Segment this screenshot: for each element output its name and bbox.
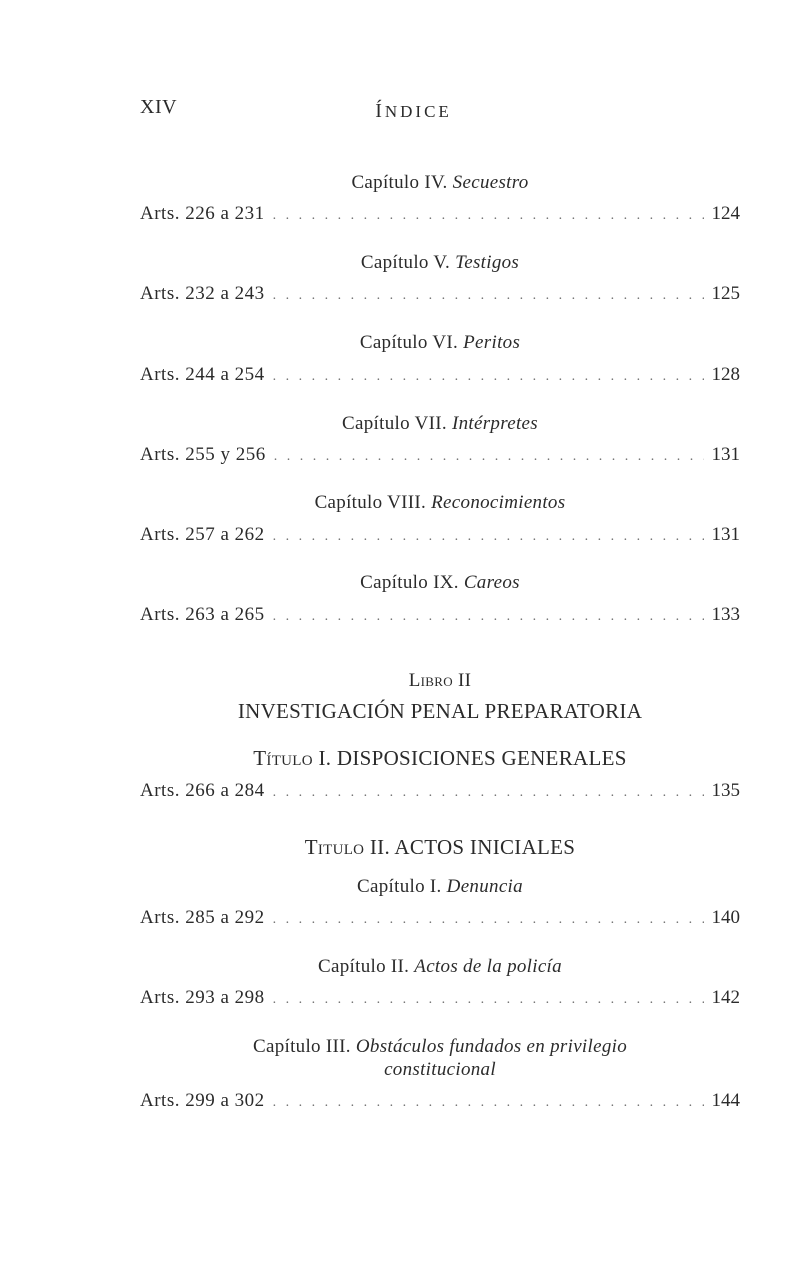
chapter-heading — [140, 251, 740, 274]
chapter-title-line2: constitucional — [384, 1059, 496, 1080]
entry-page: 131 — [711, 444, 740, 465]
page-number: XIV — [140, 96, 178, 118]
book-label: Libro II — [408, 670, 472, 691]
toc-entry — [140, 444, 740, 468]
chapter-title: Peritos — [463, 332, 521, 353]
chapter-heading — [140, 571, 740, 594]
toc-entry — [140, 907, 740, 931]
title-heading — [140, 836, 740, 859]
chapter-heading — [140, 955, 740, 978]
toc-entry — [140, 283, 740, 307]
running-header-initial: Í — [375, 100, 385, 122]
chapter-number: Capítulo VI. — [359, 332, 459, 353]
toc-entry — [140, 987, 740, 1011]
chapter-title: Obstáculos fundados en privilegio — [355, 1036, 628, 1057]
title-name: ACTOS INICIALES — [394, 835, 576, 859]
entry-articles: Arts. 263 a 265 — [140, 604, 265, 625]
entry-page: 144 — [711, 1090, 740, 1111]
leader-dots — [273, 1095, 704, 1111]
running-header-rest: NDICE — [384, 102, 452, 121]
chapter-title: Reconocimientos — [431, 492, 566, 513]
title-number: Titulo II. — [304, 835, 391, 859]
chapter-heading — [140, 1035, 740, 1058]
chapter-title: Denuncia — [446, 876, 523, 897]
toc-entry — [140, 604, 740, 628]
entry-page: 128 — [711, 364, 740, 385]
chapter-number: Capítulo VIII. — [314, 492, 427, 513]
leader-dots — [273, 288, 704, 304]
entry-page: 142 — [711, 987, 740, 1008]
entry-page: 140 — [711, 907, 740, 928]
chapter-heading — [140, 412, 740, 435]
leader-dots — [273, 785, 704, 801]
leader-dots — [273, 529, 704, 545]
entry-page: 131 — [711, 524, 740, 545]
leader-dots — [273, 992, 704, 1008]
chapter-title: Actos de la policía — [414, 956, 562, 977]
entry-articles: Arts. 244 a 254 — [140, 364, 265, 385]
entry-page: 125 — [711, 283, 740, 304]
leader-dots — [273, 369, 704, 385]
chapter-title: Careos — [463, 572, 520, 593]
entry-page: 124 — [711, 203, 740, 224]
leader-dots — [273, 609, 704, 625]
chapter-heading — [140, 875, 740, 898]
entry-articles: Arts. 266 a 284 — [140, 780, 265, 801]
entry-page: 133 — [711, 604, 740, 625]
chapter-number: Capítulo II. — [318, 956, 410, 977]
toc-entry — [140, 780, 740, 804]
title-number: Título I. — [253, 746, 332, 770]
chapter-heading — [140, 171, 740, 194]
chapter-number: Capítulo V. — [360, 252, 451, 273]
entry-articles: Arts. 255 y 256 — [140, 444, 266, 465]
chapter-title: Intérpretes — [451, 413, 538, 434]
chapter-number: Capítulo IX. — [360, 572, 459, 593]
chapter-number: Capítulo III. — [252, 1036, 351, 1057]
entry-articles: Arts. 226 a 231 — [140, 203, 265, 224]
entry-page: 135 — [711, 780, 740, 801]
leader-dots — [273, 912, 704, 928]
entry-articles: Arts. 293 a 298 — [140, 987, 265, 1008]
chapter-heading — [140, 491, 740, 514]
toc-entry — [140, 524, 740, 548]
chapter-title-continued — [140, 1058, 740, 1081]
leader-dots — [273, 208, 704, 224]
entry-articles: Arts. 232 a 243 — [140, 283, 265, 304]
running-header — [0, 100, 787, 123]
title-heading — [140, 747, 740, 770]
chapter-title: Secuestro — [452, 172, 529, 193]
toc-entry — [140, 1090, 740, 1114]
chapter-title: Testigos — [455, 252, 520, 273]
chapter-number: Capítulo I. — [357, 876, 442, 897]
chapter-number: Capítulo IV. — [351, 172, 448, 193]
title-name: DISPOSICIONES GENERALES — [336, 746, 627, 770]
entry-articles: Arts. 299 a 302 — [140, 1090, 265, 1111]
chapter-number: Capítulo VII. — [342, 413, 447, 434]
toc-entry — [140, 203, 740, 227]
entry-articles: Arts. 285 a 292 — [140, 907, 265, 928]
leader-dots — [274, 449, 704, 465]
toc-entry — [140, 364, 740, 388]
book-title: INVESTIGACIÓN PENAL PREPARATORIA — [237, 699, 643, 723]
entry-articles: Arts. 257 a 262 — [140, 524, 265, 545]
chapter-heading — [140, 331, 740, 354]
